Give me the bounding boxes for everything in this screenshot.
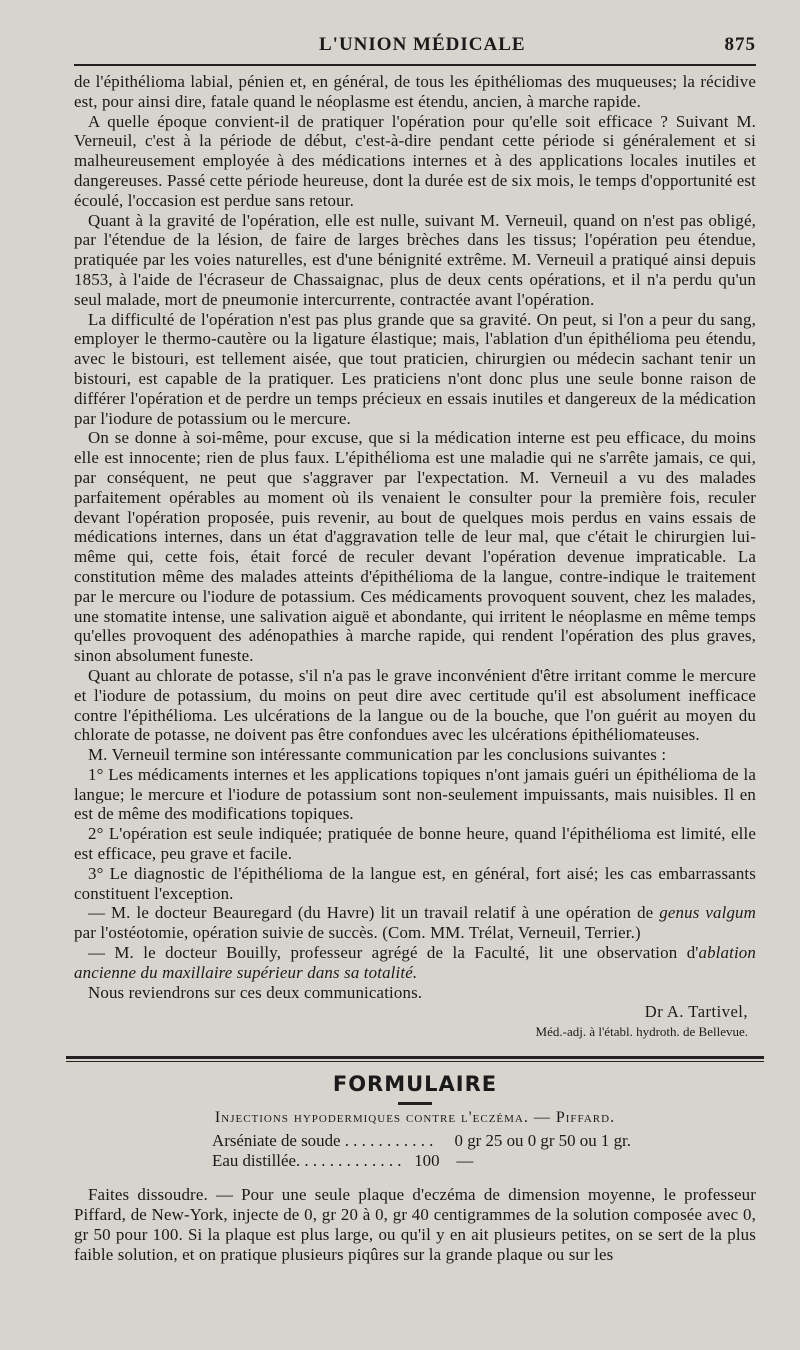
page-number: 875 (724, 34, 756, 55)
closing-sentence: Nous reviendrons sur ces deux communications. (88, 982, 423, 1002)
paragraph: M. Verneuil termine son intéressante communication par les conclusions suivantes : (88, 745, 667, 765)
paragraph: Faites dissoudre. — Pour une seule plaque d'eczéma de dimension moyenne, le professeur Piffard, de New-York, injecte de 0, gr 20 à 0, gr 40 centigrammes de la solution composée avec 0, gr 50 pour 100. Si la plaque est plus large, ou qu'il y en ait plusieurs petites, on se sert de la plus faible solution, et on pratique plusieurs piqûres sur la grande plaque ou sur les (74, 1185, 756, 1264)
recipe-row: Eau distillée. . . . . . . . . . . . . 100 — (212, 1151, 474, 1171)
formula-body (74, 1185, 756, 1264)
running-header (74, 30, 756, 60)
journal-title: L'UNION MÉDICALE (319, 34, 526, 55)
article-body (74, 72, 756, 1002)
conclusion-item: 3° Le diagnostic de l'épithélioma de la langue est, en général, fort aisé; les cas embarrassants constituent l'exception. (74, 863, 756, 903)
recipe-row: Arséniate de soude . . . . . . . . . . . 0 gr 25 ou 0 gr 50 ou 1 gr. (212, 1131, 631, 1151)
paragraph: de l'épithélioma labial, pénien et, en général, de tous les épithéliomas des muqueuses; la récidive est, pour ainsi dire, fatale quand le néoplasme est étendu, ancien, à marche rapide. (74, 72, 756, 111)
paragraph: On se donne à soi-même, pour excuse, que si la médication interne est peu efficace, du moins elle est innocente; rien de plus faux. L'épithélioma est une maladie qui ne s'arrête jamais, ce qui, par conséquent, ne peut que s'aggraver par l'expectation. M. Verneuil a vu des malades parfaitement opérables au moment où ils venaient le consulter pour la première fois, reculer devant l'opération proposée, puis revenir, au bout de quelques mois perdus en vains essais de médications internes, dans un état d'aggravation telle de leur mal, que c'était le chirurgien lui-même qui, cette fois, était forcé de reculer devant l'opération devenue impraticable. La constitution même des malades atteints d'épithélioma de la langue, contre-indique le traitement par le mercure ou l'iodure de potassium. Ces médicaments provoquent souvent, chez les malades, une stomatite intense, une salivation aiguë et abondante, qui irritent le néoplasme en même temps qu'elles provoquent des adénopathies à marche rapide, qui rendent l'opération des plus graves, sinon absolument funeste. (74, 428, 756, 666)
paragraph: Quant au chlorate de potasse, s'il n'a pas le grave inconvénient d'être irritant comme le mercure et l'iodure de potassium, du moins on peut dire avec certitude qu'il est absolument inefficace contre l'épithélioma. Les ulcérations de la langue ou de la bouche, que l'on guérit au moyen du chlorate de potasse, ne doivent pas être confondues avec les ulcérations épithéliomateuses. (74, 665, 756, 745)
paragraph: La difficulté de l'opération n'est pas plus grande que sa gravité. On peut, si l'on a peur du sang, employer le thermo-cautère ou la ligature élastique; mais, l'ablation d'un épithélioma peu étendu, avec le bistouri, est tellement aisée, que tout praticien, chirurgien ou médecin sachant tenir un bistouri, est capable de la pratiquer. Les praticiens n'ont donc plus une seule bonne raison de différer l'opération et de perdre un temps précieux en essais inutiles et dangereux de la médication par l'iodure de potassium ou le mercure. (74, 309, 756, 428)
title-rule (398, 1102, 432, 1105)
header-rule (74, 64, 756, 66)
recipe-list (212, 1131, 756, 1171)
notice-paragraph: — M. le docteur Bouilly, professeur agrégé de la Faculté, lit une observation d'ablation ancienne du maxillaire supérieur dans sa totalité. (74, 943, 756, 982)
formula-title: Injections hypodermiques contre l'eczéma. — Piffard. (214, 1109, 616, 1127)
author-affiliation: Méd.-adj. à l'établ. hydroth. de Bellevue. (535, 1024, 748, 1040)
italic-term: genus valgum (659, 903, 756, 923)
notice-paragraph: — M. le docteur Beauregard (du Havre) lit un travail relatif à une opération de genus valgum par l'ostéotomie, opération suivie de succès. (Com. MM. Trélat, Verneuil, Terrier.) (74, 903, 756, 943)
paragraph: Quant à la gravité de l'opération, elle est nulle, suivant M. Verneuil, quand on n'est pas obligé, par l'étendue de la lésion, de faire de larges brèches dans les tissus; l'opération peu étendue, pratiquée par les voies naturelles, est d'une bénignité extrême. M. Verneuil a pratiqué ainsi depuis 1853, à l'aide de l'écraseur de Chassaignac, plus de deux cents opérations, et il n'a perdu qu'un seul malade, mort de pneumonie intercurrente, contractée avant l'opération. (74, 210, 756, 309)
signature-block (74, 1002, 756, 1042)
conclusion-item: 2° L'opération est seule indiquée; pratiquée de bonne heure, quand l'épithélioma est limité, elle est efficace, peu grave et facile. (74, 824, 756, 864)
italic-term: ablation ancienne du maxillaire supérieur dans sa totalité. (74, 943, 756, 982)
section-divider (66, 1056, 764, 1062)
section-title: FORMULAIRE (332, 1072, 498, 1097)
paragraph: A quelle époque convient-il de pratiquer l'opération pour qu'elle soit efficace ? Suivant M. Verneuil, c'est à la période de début, c'est-à-dire pendant cette période si généralement et si malheureusement employée à des médications internes et à des applications locales inutiles et dangereuses. Passé cette période heureuse, dont la durée est de six mois, le temps d'opportunité est écoulé, l'occasion est perdue sans retour. (74, 111, 756, 210)
conclusion-item: 1° Les médicaments internes et les applications topiques n'ont jamais guéri un épithélioma de la langue; le mercure et l'iodure de potassium sont non-seulement impuissants, mais nuisibles. Il en est de même des modifications topiques. (74, 764, 756, 824)
author-name: Dr A. Tartivel, (644, 1002, 748, 1022)
